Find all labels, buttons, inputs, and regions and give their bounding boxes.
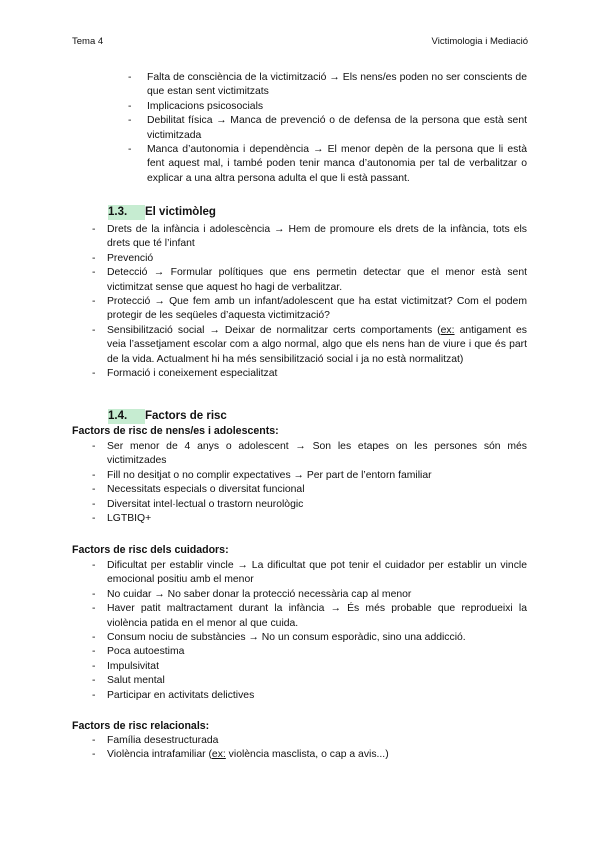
bullet-dash-icon: - — [128, 144, 132, 156]
bullet-dash-icon: - — [92, 588, 96, 600]
example-label: ex: — [211, 749, 226, 761]
list-item — [92, 498, 527, 512]
list-item-text: Formació i coneixement especialitzat — [107, 368, 278, 380]
list-item — [92, 588, 527, 602]
list-item — [92, 645, 527, 659]
example-label: ex: — [440, 324, 455, 336]
list-item-text: Violència intrafamiliar ( — [107, 749, 212, 761]
list-item-text: LGTBIQ+ — [107, 513, 152, 525]
list-item-text: Sensibilització social → Deixar de normalitzar certs comportaments ( — [107, 324, 441, 336]
bullet-dash-icon: - — [92, 603, 96, 615]
bullet-dash-icon: - — [92, 469, 96, 481]
list-item — [92, 266, 527, 295]
list-item — [92, 689, 527, 703]
list-item-text: Necessitats especials o diversitat funcional — [107, 484, 305, 496]
intro-list — [0, 71, 600, 186]
list-item — [92, 295, 527, 324]
list-item-text: Impulsivitat — [107, 660, 159, 672]
list-item-text: Consum nociu de substàncies → No un consum esporàdic, sino una addicció. — [107, 632, 466, 644]
list-item-text: Detecció → Formular polítiques que ens permetin detectar que el menor està sent victimitzat sense que aquest ho hagi de verbalitzar. — [107, 267, 527, 293]
bullet-dash-icon: - — [92, 224, 96, 235]
list-item — [92, 252, 527, 266]
bullet-dash-icon: - — [92, 735, 96, 746]
bullet-dash-icon: - — [92, 689, 96, 701]
bullet-dash-icon: - — [92, 267, 96, 279]
list-item — [92, 748, 527, 762]
section-heading-1-4 — [108, 409, 227, 424]
list-item-text: Família desestructurada — [107, 735, 219, 746]
list-item-text: Participar en activitats delictives — [107, 689, 255, 701]
list-item — [92, 469, 527, 483]
list-item-text: Haver patit maltractament durant la infància → És més probable que reprodueixi la violència patida en el menor al que cuida. — [107, 603, 527, 629]
bullet-dash-icon: - — [92, 441, 96, 452]
list-item — [92, 559, 527, 588]
list-item — [128, 100, 527, 114]
list-item — [128, 71, 527, 100]
bullet-dash-icon: - — [92, 675, 96, 687]
list-item-text: Implicacions psicosocials — [147, 100, 264, 112]
list-item-text: Debilitat física → Manca de prevenció o de defensa de la persona que està sent victimitzada — [147, 115, 527, 141]
list-item-text: Prevenció — [107, 252, 154, 264]
section-number: 1.4. — [108, 409, 145, 424]
section-title: El victimòleg — [145, 206, 216, 218]
list-item-text: Dificultat per establir vincle → La dificultat que pot tenir el cuidador per establir un vincle emocional positiu amb el menor — [107, 560, 527, 586]
list-item-text: violència masclista, o cap a avis...) — [225, 749, 389, 761]
section-number: 1.3. — [108, 205, 145, 220]
list-item — [92, 660, 527, 674]
section-heading-1-3 — [108, 205, 216, 220]
list-item — [92, 440, 527, 469]
list-item — [92, 631, 527, 645]
bullet-dash-icon: - — [128, 115, 132, 127]
bullet-dash-icon: - — [92, 632, 96, 644]
bullet-dash-icon: - — [92, 252, 96, 264]
list-item-text: No cuidar → No saber donar la protecció necessària cap al menor — [107, 588, 412, 600]
risk-relational-list — [0, 734, 600, 763]
list-item-text: Poca autoestima — [107, 646, 185, 658]
list-item — [92, 602, 527, 631]
bullet-dash-icon: - — [92, 513, 96, 525]
bullet-dash-icon: - — [92, 498, 96, 510]
bullet-dash-icon: - — [92, 660, 96, 672]
list-item-text: Falta de consciència de la victimització → Els nens/es poden no ser conscients de que estan sent victimitzats — [147, 72, 527, 98]
risk-caregivers-list — [0, 559, 600, 703]
bullet-dash-icon: - — [92, 749, 96, 761]
list-item-text: Protecció → Que fem amb un infant/adolescent que ha estat victimitzat? Com el podem protegir de les seqüeles d’aquesta victimització? — [107, 296, 527, 322]
list-item — [92, 483, 527, 497]
header-left: Tema 4 — [72, 36, 104, 47]
victimoleg-list — [0, 223, 600, 381]
list-item-text: Fill no desitjat o no complir expectatives → Per part de l’entorn familiar — [107, 469, 432, 481]
list-item — [92, 734, 527, 748]
list-item — [92, 674, 527, 688]
list-item — [92, 367, 527, 381]
bullet-dash-icon: - — [92, 368, 96, 380]
subheading-children: Factors de risc de nens/es i adolescents: — [72, 425, 279, 437]
section-title: Factors de risc — [145, 410, 227, 422]
list-item — [92, 223, 527, 252]
bullet-dash-icon: - — [128, 72, 132, 83]
list-item-text: Diversitat intel·lectual o trastorn neurològic — [107, 498, 304, 510]
list-item-text: Drets de la infància i adolescència → Hem de promoure els drets de la infància, tots els drets que té l’infant — [107, 224, 527, 250]
subheading-relational: Factors de risc relacionals: — [72, 720, 210, 732]
bullet-dash-icon: - — [92, 324, 96, 336]
list-item-text: Manca d’autonomia i dependència → El menor depèn de la persona que li està fent aquest mal, i també poden tenir manca d’autonomia per tal de verbalitzar o explicar a una altra persona adulta el que li està passant. — [147, 144, 527, 184]
header-right: Victimologia i Mediació — [431, 36, 528, 47]
bullet-dash-icon: - — [128, 100, 132, 112]
list-item-text: antigament es veia l’assetjament escolar com a algo normal, algo que els nens han de viure i que és part de la vida. Actualment hi ha més sensibilització social i ja no està normalitzat) — [107, 324, 527, 365]
list-item-text: Salut mental — [107, 675, 165, 687]
bullet-dash-icon: - — [92, 296, 96, 308]
list-item-text: Ser menor de 4 anys o adolescent → Son les etapes on les persones són més victimitzades — [107, 441, 527, 467]
subheading-caregivers: Factors de risc dels cuidadors: — [72, 544, 229, 556]
list-item — [92, 324, 527, 367]
list-item — [128, 114, 527, 143]
bullet-dash-icon: - — [92, 484, 96, 496]
bullet-dash-icon: - — [92, 560, 96, 571]
list-item — [128, 143, 527, 186]
risk-children-list — [0, 440, 600, 526]
bullet-dash-icon: - — [92, 646, 96, 658]
list-item — [92, 512, 527, 526]
